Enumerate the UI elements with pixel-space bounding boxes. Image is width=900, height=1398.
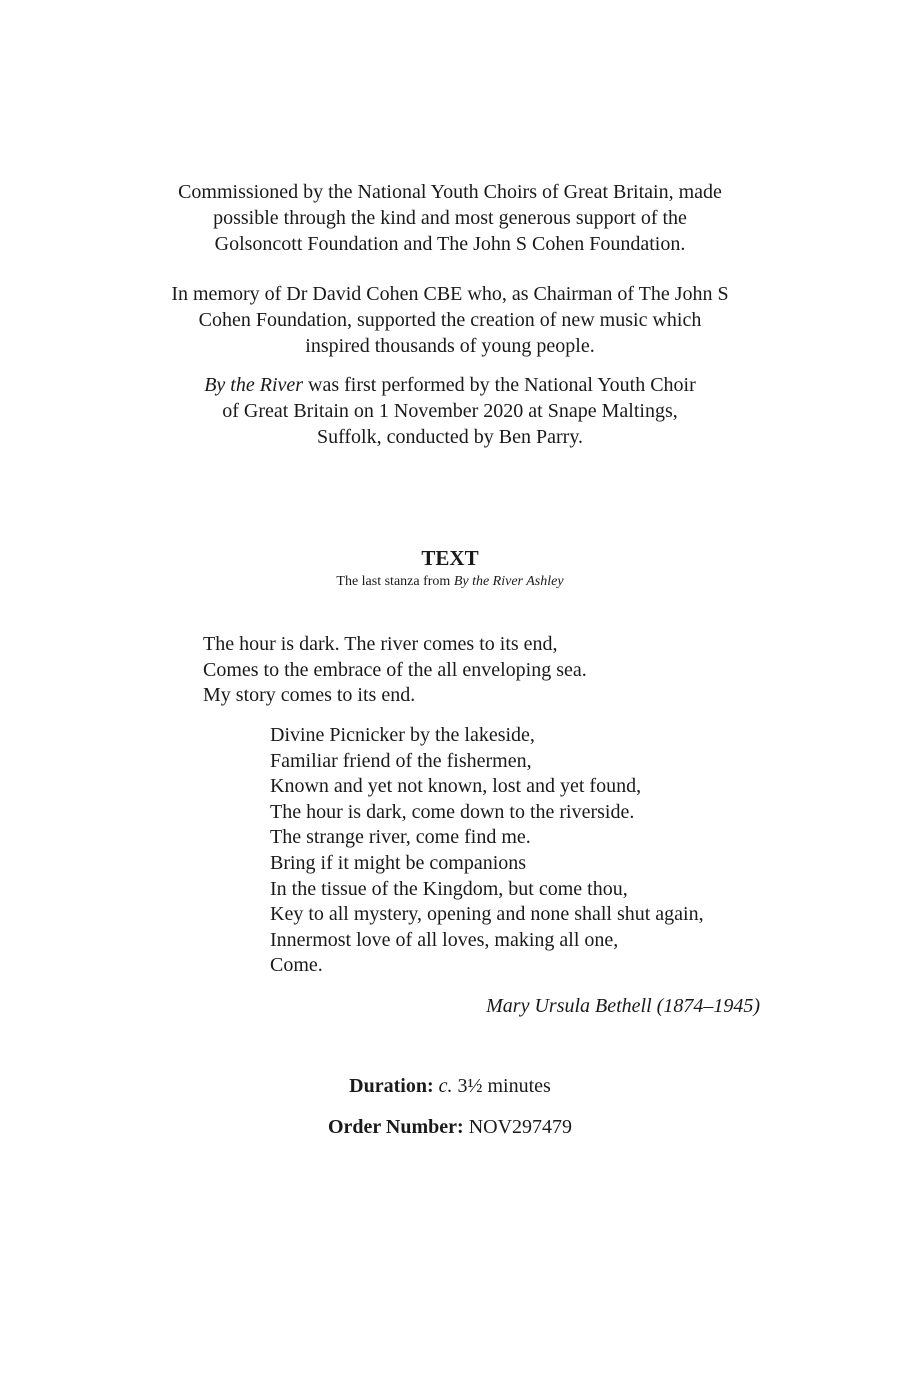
subheading-prefix: The last stanza from [336, 574, 454, 589]
memorial-line: inspired thousands of young people. [305, 335, 595, 357]
poem-line: The strange river, come find me. [270, 826, 531, 849]
premiere-line: Suffolk, conducted by Ben Parry. [316, 426, 584, 448]
poem-line: In the tissue of the Kingdom, but come thou, [270, 877, 628, 900]
poem-stanza-1 [203, 632, 587, 709]
order-number-value: NOV297479 [468, 1116, 573, 1138]
work-title: By the River [204, 374, 304, 396]
text-subheading [0, 573, 900, 591]
poem-line: Key to all mystery, opening and none shall shut again, [270, 903, 704, 926]
duration-label: Duration: [349, 1075, 434, 1097]
poem-line: Known and yet not known, lost and yet found, [270, 775, 642, 798]
commission-line: Golsoncott Foundation and The John S Cohen Foundation. [214, 233, 686, 255]
premiere-paragraph [100, 372, 800, 450]
premiere-line-rest: was first performed by the National Youth Choir [303, 374, 696, 396]
poem-line: Familiar friend of the fishermen, [270, 749, 532, 772]
poet-attribution: Mary Ursula Bethell (1874–1945) [486, 995, 760, 1017]
commission-line: possible through the kind and most generous support of the [213, 207, 687, 229]
premiere-line [100, 372, 800, 398]
premiere-line: of Great Britain on 1 November 2020 at Snape Maltings, [222, 400, 678, 422]
memorial-paragraph [100, 281, 800, 359]
poem-stanza-2 [270, 723, 704, 979]
poem-line: Bring if it might be companions [270, 851, 527, 874]
poem-line: Come. [270, 954, 323, 977]
memorial-line: Cohen Foundation, supported the creation of new music which [198, 309, 702, 331]
source-title: By the River Ashley [453, 574, 564, 589]
order-number-line [0, 1114, 900, 1140]
commission-paragraph [100, 179, 800, 257]
poem-line: My story comes to its end. [203, 684, 416, 707]
text-heading: TEXT [421, 546, 479, 570]
duration-value: 3½ minutes [452, 1075, 551, 1097]
poem-line: Innermost love of all loves, making all one, [270, 928, 619, 951]
poem-line: Comes to the embrace of the all enveloping sea. [203, 658, 587, 681]
poem-line: The hour is dark. The river comes to its end, [203, 633, 558, 655]
memorial-line: In memory of Dr David Cohen CBE who, as Chairman of The John S [171, 283, 729, 305]
duration-circa: c. [438, 1075, 453, 1097]
order-number-label: Order Number: [327, 1116, 464, 1138]
duration-line [0, 1073, 900, 1099]
commission-line: Commissioned by the National Youth Choirs of Great Britain, made [178, 181, 722, 203]
poem-line: Divine Picnicker by the lakeside, [270, 724, 535, 746]
poem-line: The hour is dark, come down to the riverside. [270, 800, 635, 823]
